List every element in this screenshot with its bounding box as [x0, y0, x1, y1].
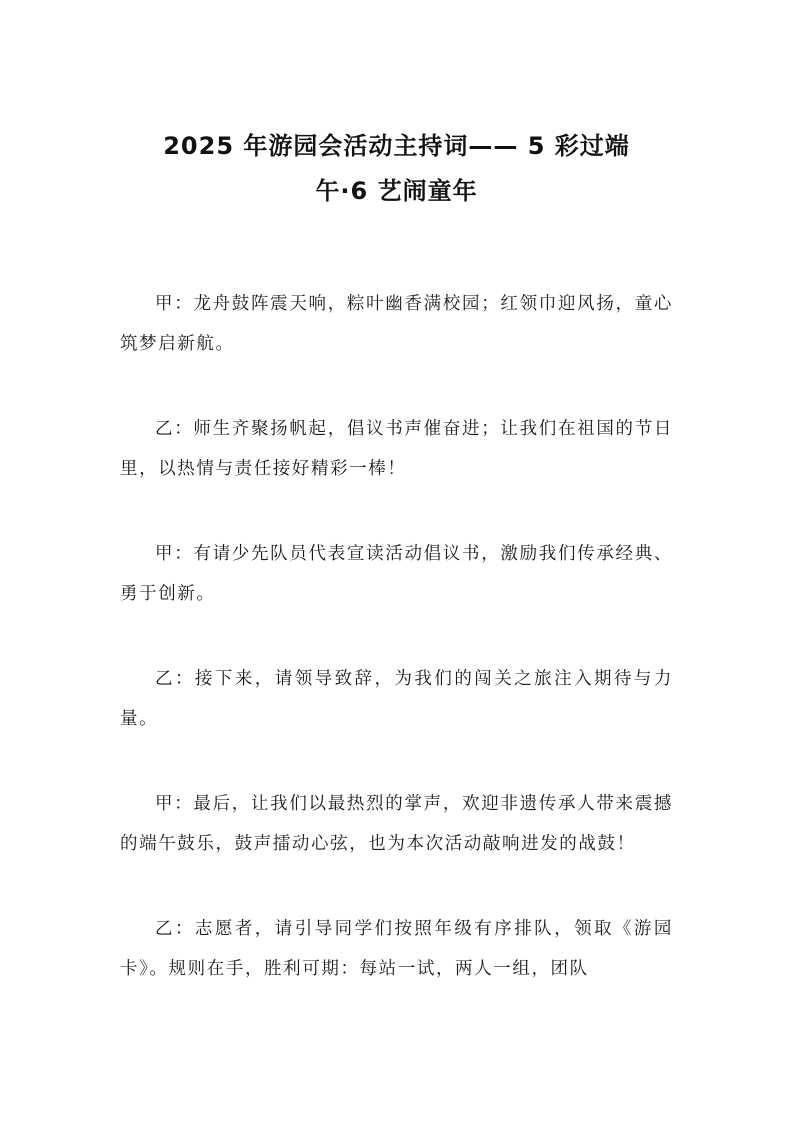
paragraph: 乙：接下来，请领导致辞，为我们的闯关之旅注入期待与力量。 — [120, 669, 673, 729]
title-line-2: 午·6 艺闹童年 — [315, 177, 478, 205]
title-line-1: 2025 年游园会活动主持词—— 5 彩过端 — [163, 132, 630, 160]
document-body — [120, 284, 673, 1034]
paragraph: 乙：师生齐聚扬帆起，倡议书声催奋进；让我们在祖国的节日里，以热情与责任接好精彩一棒！ — [120, 419, 673, 479]
paragraph: 甲：有请少先队员代表宣读活动倡议书，激励我们传承经典、勇于创新。 — [120, 544, 673, 604]
paragraph: 乙：志愿者，请引导同学们按照年级有序排队，领取《游园卡》。规则在手，胜利可期：每站一试，两人一组，团队 — [120, 919, 673, 979]
paragraph: 甲：最后，让我们以最热烈的掌声，欢迎非遗传承人带来震撼的端午鼓乐，鼓声擂动心弦，也为本次活动敲响进发的战鼓！ — [120, 794, 673, 854]
document-title — [100, 124, 693, 214]
paragraph: 甲：龙舟鼓阵震天响，粽叶幽香满校园；红领巾迎风扬，童心筑梦启新航。 — [120, 294, 673, 354]
